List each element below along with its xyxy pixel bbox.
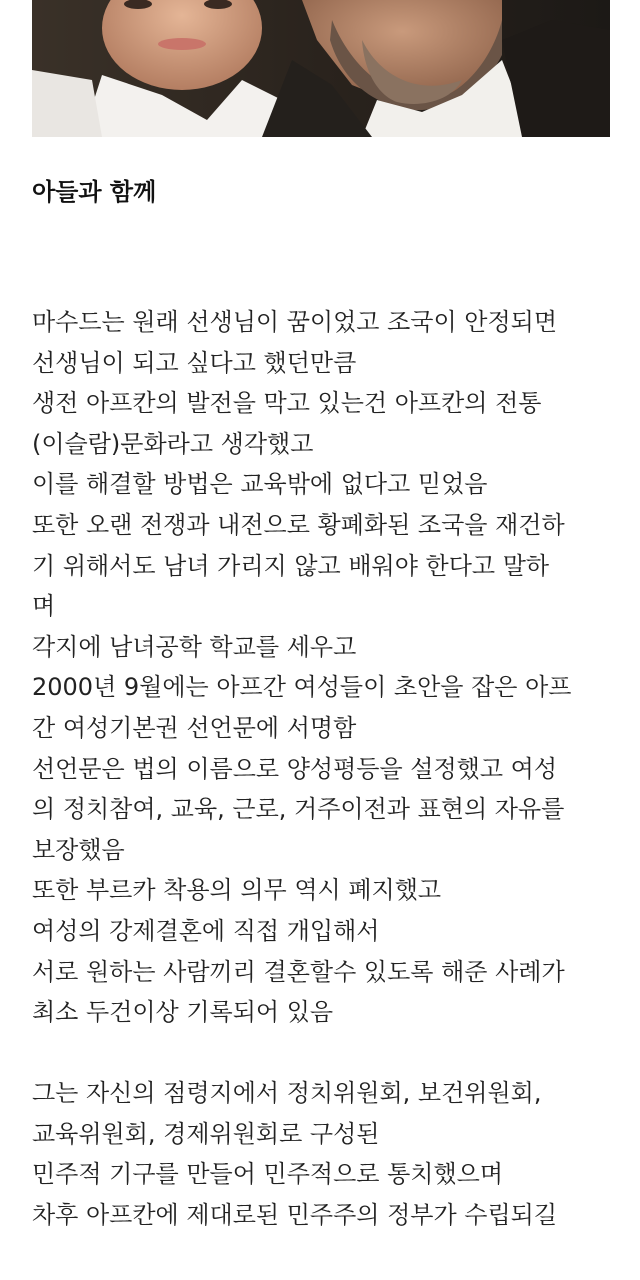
paragraph — [32, 1073, 612, 1235]
text-line: 그는 자신의 점령지에서 정치위원회, 보건위원회, — [32, 1079, 542, 1108]
text-line: 간 여성기본권 선언문에 서명함 — [32, 713, 357, 742]
text-line: 각지에 남녀공학 학교를 세우고 — [32, 632, 357, 661]
text-line: 또한 오랜 전쟁과 내전으로 황폐화된 조국을 재건하 — [32, 510, 565, 539]
text-line: 또한 부르카 착용의 의무 역시 폐지했고 — [32, 876, 442, 905]
text-line: 기 위해서도 남녀 가리지 않고 배워야 한다고 말하 — [32, 551, 550, 580]
text-line: 생전 아프칸의 발전을 막고 있는건 아프칸의 전통 — [32, 389, 542, 418]
text-line: 며 — [32, 592, 56, 621]
text-line: 서로 원하는 사람끼리 결혼할수 있도록 해준 사례가 — [32, 957, 565, 986]
text-line: 이를 해결할 방법은 교육밖에 없다고 믿었음 — [32, 470, 488, 499]
text-line: 보장했음 — [32, 835, 125, 864]
text-line: 선언문은 법의 이름으로 양성평등을 설정했고 여성 — [32, 754, 558, 783]
text-line: 선생님이 되고 싶다고 했던만큼 — [32, 348, 357, 377]
article-body — [32, 302, 612, 1236]
text-line: (이슬람)문화라고 생각했고 — [32, 429, 314, 458]
photo-father-and-son — [32, 0, 610, 137]
text-line: 교육위원회, 경제위원회로 구성된 — [32, 1119, 380, 1148]
text-line: 민주적 기구를 만들어 민주적으로 통치했으며 — [32, 1160, 504, 1189]
text-line: 마수드는 원래 선생님이 꿈이었고 조국이 안정되면 — [32, 308, 558, 336]
paragraph — [32, 302, 612, 1033]
photo-caption: 아들과 함께 — [32, 178, 157, 206]
text-line: 최소 두건이상 기록되어 있음 — [32, 998, 334, 1027]
text-line: 2000년 9월에는 아프간 여성들이 초안을 잡은 아프 — [32, 673, 572, 702]
text-line: 여성의 강제결혼에 직접 개입해서 — [32, 916, 380, 945]
text-line: 차후 아프칸에 제대로된 민주주의 정부가 수립되길 — [32, 1201, 558, 1230]
text-line: 의 정치참여, 교육, 근로, 거주이전과 표현의 자유를 — [32, 795, 565, 824]
paragraph-gap — [32, 1033, 612, 1074]
